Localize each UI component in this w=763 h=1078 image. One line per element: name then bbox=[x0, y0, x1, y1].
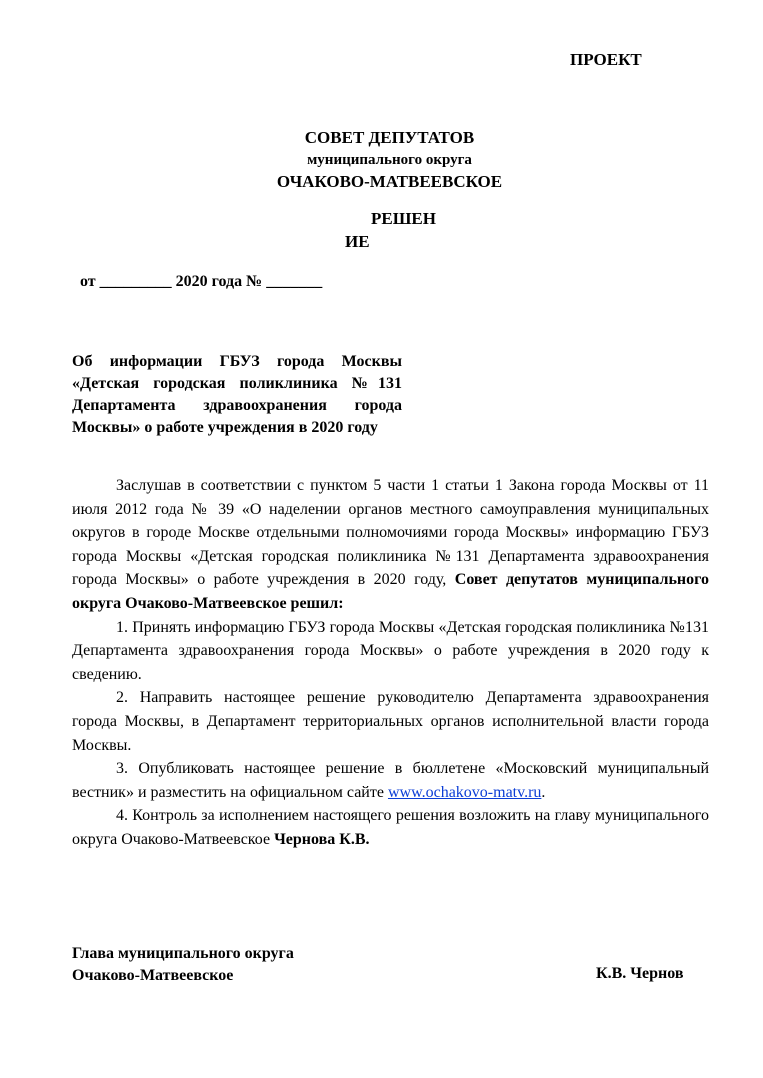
signature-title-line1: Глава муниципального округа bbox=[72, 945, 294, 962]
website-link[interactable]: www.ochakovo-matv.ru bbox=[387, 783, 542, 801]
document-body bbox=[72, 474, 709, 852]
item-3-end: . bbox=[541, 783, 546, 801]
intro-text: Заслушав в соответствии с пунктом 5 части 1 статьи 1 Закона города Москвы от 11 июля 2012 года № 39 «О наделении органов местного самоуправления муниципальных округов в городе Москве отдельными полномочиями города Москвы» информацию ГБУЗ города Москвы «Детская городская поликлиника №131 Департамента здравоохранения города Москвы» о работе учреждения в 2020 году, bbox=[72, 477, 709, 589]
signature-title-line2: Очаково-Матвеевское bbox=[72, 967, 234, 984]
item-1: 1. Принять информацию ГБУЗ города Москвы «Детская городская поликлиника №131 Департамента здравоохранения города Москвы» о работе учреждения в 2020 году к сведению. bbox=[72, 618, 709, 683]
document-subject: Об информации ГБУЗ города Москвы «Детская городская поликлиника №131 Департамента здравоохранения города Москвы» о работе учреждения в 2020 году bbox=[72, 353, 402, 436]
item-3-text: 3. Опубликовать настоящее решение в бюллетене «Московский муниципальный вестник» и разместить на официальном сайте bbox=[72, 760, 709, 801]
intro-paragraph bbox=[72, 474, 709, 616]
item-4-text: 4. Контроль за исполнением настоящего решения возложить на главу муниципального округа Очаково-Матвеевское bbox=[72, 807, 709, 848]
council-title: СОВЕТ ДЕПУТАТОВ bbox=[304, 128, 475, 147]
item-2: 2. Направить настоящее решение руководителю Департамента здравоохранения города Москвы, в Департамент территориальных органов исполнительной власти города Москвы. bbox=[72, 689, 709, 754]
item-4-name: Чернова К.В. bbox=[274, 830, 370, 848]
district-name: ОЧАКОВО-МАТВЕЕВСКОЕ bbox=[276, 172, 503, 191]
intro-resolution: Совет депутатов муниципального округа Очаково-Матвеевское решил: bbox=[72, 571, 710, 612]
date-number-line: от _________ 2020 года № _______ bbox=[80, 273, 323, 290]
signature-name: К.В. Чернов bbox=[596, 965, 684, 982]
signature-title bbox=[72, 943, 294, 987]
draft-stamp: ПРОЕКТ bbox=[570, 50, 642, 69]
decision-heading-part2: ИЕ bbox=[345, 232, 370, 251]
decision-heading-part1: РЕШЕН bbox=[371, 209, 436, 228]
item-4 bbox=[72, 804, 709, 851]
council-subtitle: муниципального округа bbox=[307, 152, 472, 168]
item-3 bbox=[72, 757, 709, 804]
